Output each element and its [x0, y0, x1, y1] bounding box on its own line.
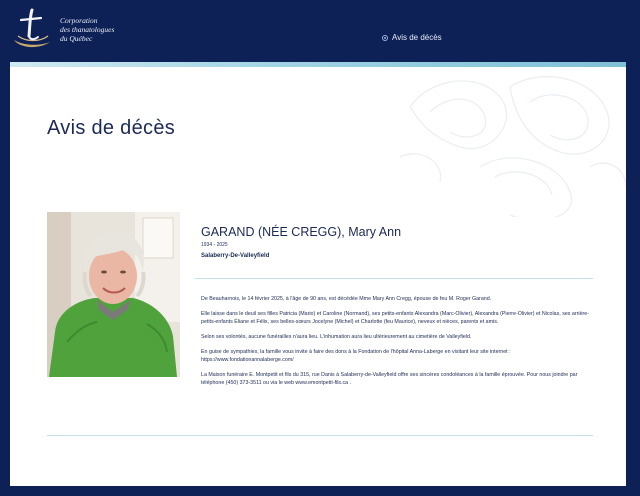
- content-panel: [10, 62, 626, 486]
- obituary-photo: [47, 212, 180, 377]
- obituary-paragraph-4: En guise de sympathies, la famille vous invite à faire des dons à la Fondation de l'hôpital Anna-Laberge en visitant leur site internet : https://www.fondationannalaberge.com/: [201, 349, 511, 363]
- org-name-line-3: du Québec: [60, 34, 93, 43]
- bottom-divider: [47, 435, 593, 436]
- obituary-paragraph-5: La Maison funéraire E. Montpetit et fils du 315, rue Danis à Salaberry-de-Valleyfield offre ses sincères condoléances à la famille éprouvée. Pour nous joindre par téléphone (450) 373-3511 ou via le web www.emontpetit-fils.ca .: [201, 372, 578, 386]
- organization-name: [60, 16, 150, 43]
- nav-bullet-icon: [382, 35, 388, 41]
- obituary-paragraph-1: De Beauharnois, le 14 février 2025, à l'âge de 90 ans, est décédée Mme Mary Ann Cregg, épouse de feu M. Roger Garand.: [201, 296, 492, 302]
- nav-link-label: Avis de décès: [392, 33, 442, 42]
- obituary-paragraph-2: Elle laisse dans le deuil ses filles Patricia (Mario) et Caroline (Normand), ses petits-enfants Alexandra (Marc-Olivier), Alexandra (Pierre-Olivier) et Nicolas, ses arrière-petits-enfants Éliane et Félix, ses belles-sœurs Jocelyne (Michel) et Charlotte (feu Maurice), neveux et nièces, parents et amis.: [201, 311, 589, 325]
- divider: [195, 278, 593, 279]
- deceased-name: GARAND (NÉE CREGG), Mary Ann: [201, 225, 402, 239]
- corporation-logo[interactable]: [8, 6, 54, 52]
- page-title: Avis de décès: [47, 117, 176, 139]
- org-name-line-2: des thanatologues: [60, 25, 115, 34]
- site-header: [0, 0, 640, 62]
- life-years: 1934 - 2025: [201, 242, 228, 248]
- obituary-text: [201, 295, 597, 394]
- floral-watermark-icon: [390, 67, 626, 217]
- org-name-line-1: Corporation: [60, 16, 98, 25]
- nav-link-avis-de-deces[interactable]: [382, 33, 442, 42]
- deceased-city: Salaberry-De-Valleyfield: [201, 253, 270, 259]
- obituary-paragraph-3: Selon ses volontés, aucune funérailles n'aura lieu. L'inhumation aura lieu ultérieurement au cimetière de Valleyfield.: [201, 334, 472, 340]
